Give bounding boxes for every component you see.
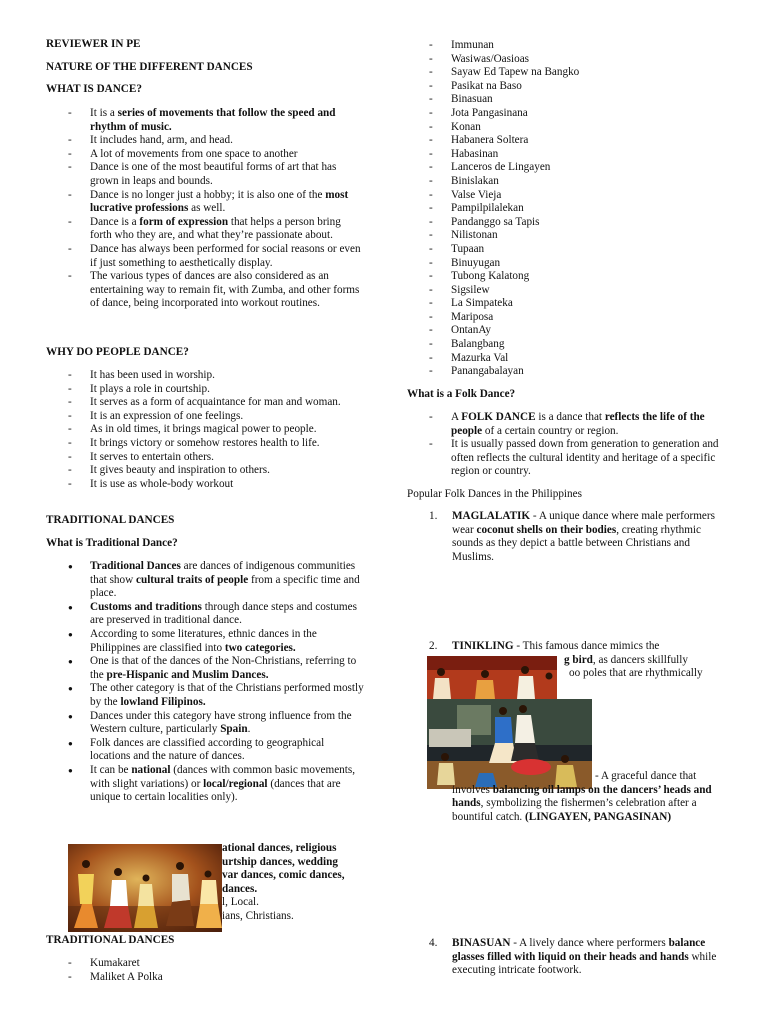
traditional-list bbox=[46, 560, 364, 805]
partial-line: var dances, comic dances, bbox=[222, 869, 345, 882]
list-item: - Balangbang bbox=[407, 338, 725, 352]
list-item: - Dance is one of the most beautiful forms of art that has grown in leaps and bounds. bbox=[46, 161, 364, 188]
list-item: - Konan bbox=[407, 121, 725, 135]
traditional-dance-names bbox=[46, 957, 364, 984]
list-item: - OntanAy bbox=[407, 324, 725, 338]
list-item: - A FOLK DANCE is a dance that reflects the life of the people of a certain country or region. bbox=[407, 411, 725, 438]
partial-line: l, Local. bbox=[222, 896, 259, 909]
partial-line: urtship dances, wedding bbox=[222, 855, 338, 868]
list-item: - Jota Pangasinana bbox=[407, 107, 725, 121]
section-heading-folk-dance: What is a Folk Dance? bbox=[407, 388, 516, 400]
list-item: - It gives beauty and inspiration to others. bbox=[46, 464, 364, 478]
list-item: - A lot of movements from one space to another bbox=[46, 148, 364, 162]
list-item: - It is a series of movements that follow the speed and rhythm of music. bbox=[46, 107, 364, 134]
list-item: - It brings victory or somehow restores health to life. bbox=[46, 437, 364, 451]
list-item: ● Dances under this category have strong influence from the Western culture, particularly Spain. bbox=[46, 710, 364, 737]
list-item: - Tupaan bbox=[407, 243, 725, 257]
section-heading-traditional: TRADITIONAL DANCES bbox=[46, 514, 175, 526]
why-dance-list bbox=[46, 369, 364, 491]
page-subtitle: NATURE OF THE DIFFERENT DANCES bbox=[46, 61, 253, 73]
list-item: - It serves as a form of acquaintance for man and woman. bbox=[46, 396, 364, 410]
folk-dance-list bbox=[407, 411, 725, 479]
list-item: - Maliket A Polka bbox=[46, 971, 364, 985]
tinikling-photo bbox=[427, 656, 557, 699]
subheading-what-is-traditional: What is Traditional Dance? bbox=[46, 537, 178, 549]
list-item: - Binasuan bbox=[407, 93, 725, 107]
list-item: - La Simpateka bbox=[407, 297, 725, 311]
dance-names-list bbox=[407, 39, 725, 379]
list-item: - It is use as whole-body workout bbox=[46, 478, 364, 492]
folk-item-binasuan: 4. BINASUAN - A lively dance where performers balance glasses filled with liquid on their heads and hands while executing intricate footwork. bbox=[429, 937, 717, 977]
list-item: - Kumakaret bbox=[46, 957, 364, 971]
page-title: REVIEWER IN PE bbox=[46, 38, 141, 50]
list-item: - It includes hand, arm, and head. bbox=[46, 134, 364, 148]
list-item: ● The other category is that of the Christians performed mostly by the lowland Filipinos. bbox=[46, 682, 364, 709]
list-item: - Habasinan bbox=[407, 148, 725, 162]
list-item: - Habanera Soltera bbox=[407, 134, 725, 148]
list-item: - Tubong Kalatong bbox=[407, 270, 725, 284]
folk-item-oil-lamp-dance: - A graceful dance that involves balancing oil lamps on the dancers’ heads and hands, symbolizing the fishermen’s celebration after a bountiful catch. (LINGAYEN, PANGASINAN) bbox=[452, 770, 712, 823]
list-item: - Sayaw Ed Tapew na Bangko bbox=[407, 66, 725, 80]
folk-item-tinikling: 2. TINIKLING - This famous dance mimics the g bird, as dancers skillfully oo poles that are rhythmically bbox=[429, 640, 703, 680]
list-item: - Wasiwas/Oasioas bbox=[407, 53, 725, 67]
list-item: - Valse Vieja bbox=[407, 189, 725, 203]
section-heading-what-is-dance: WHAT IS DANCE? bbox=[46, 83, 142, 95]
list-item: - Mariposa bbox=[407, 311, 725, 325]
list-item: ● It can be national (dances with common basic movements, with slight variations) or local/regional (dances that are unique to certain localities only). bbox=[46, 764, 364, 805]
partial-line: dances. bbox=[222, 882, 258, 895]
list-item: - It has been used in worship. bbox=[46, 369, 364, 383]
folk-item-maglalatik: 1. MAGLALATIK - A unique dance where male performers wear coconut shells on their bodies, creating rhythmic sounds as they depict a battle between Christians and Muslims. bbox=[429, 510, 715, 563]
list-item: - The various types of dances are also considered as an entertaining way to remain fit, with Zumba, and other forms of dance, being incorporated into workout routines. bbox=[46, 270, 364, 311]
popular-folk-heading: Popular Folk Dances in the Philippines bbox=[407, 488, 582, 500]
list-item: - Binislakan bbox=[407, 175, 725, 189]
list-item: ● Folk dances are classified according to geographical locations and the nature of dances. bbox=[46, 737, 364, 764]
list-item: - Dance is a form of expression that helps a person bring forth who they are, and what they’re passionate about. bbox=[46, 216, 364, 243]
list-item: - Binuyugan bbox=[407, 257, 725, 271]
what-is-dance-list bbox=[46, 107, 364, 311]
section-heading-traditional-list: TRADITIONAL DANCES bbox=[46, 934, 175, 946]
list-item: ● Traditional Dances are dances of indigenous communities that show cultural traits of people from a specific time and place. bbox=[46, 560, 364, 601]
list-item: - Pandanggo sa Tapis bbox=[407, 216, 725, 230]
list-item: - Dance is no longer just a hobby; it is also one of the most lucrative professions as well. bbox=[46, 189, 364, 216]
list-item: - Pasikat na Baso bbox=[407, 80, 725, 94]
list-item: - It is an expression of one feelings. bbox=[46, 410, 364, 424]
dance-performance-photo bbox=[68, 844, 222, 932]
list-item: ● One is that of the dances of the Non-Christians, referring to the pre-Hispanic and Muslim Dances. bbox=[46, 655, 364, 682]
list-item: - It is usually passed down from generation to generation and often reflects the cultural identity and heritage of a specific region or country. bbox=[407, 438, 725, 479]
list-item: - As in old times, it brings magical power to people. bbox=[46, 423, 364, 437]
list-item: ● According to some literatures, ethnic dances in the Philippines are classified into two categories. bbox=[46, 628, 364, 655]
partial-line: ational dances, religious bbox=[222, 842, 337, 854]
partial-text-block bbox=[222, 842, 372, 924]
list-item: - Panangabalayan bbox=[407, 365, 725, 379]
list-item: - Nilistonan bbox=[407, 229, 725, 243]
section-heading-why-dance: WHY DO PEOPLE DANCE? bbox=[46, 346, 189, 358]
list-item: - Sigsilew bbox=[407, 284, 725, 298]
list-item: - It serves to entertain others. bbox=[46, 451, 364, 465]
list-item: - Lanceros de Lingayen bbox=[407, 161, 725, 175]
partial-line: ians, Christians. bbox=[222, 909, 294, 922]
list-item: - Dance has always been performed for social reasons or even if just something to aesthetically display. bbox=[46, 243, 364, 270]
list-item: - Pampilpilalekan bbox=[407, 202, 725, 216]
list-item: - It plays a role in courtship. bbox=[46, 383, 364, 397]
list-item: - Immunan bbox=[407, 39, 725, 53]
list-item: ● Customs and traditions through dance steps and costumes are preserved in traditional dance. bbox=[46, 601, 364, 628]
list-item: - Mazurka Val bbox=[407, 352, 725, 366]
